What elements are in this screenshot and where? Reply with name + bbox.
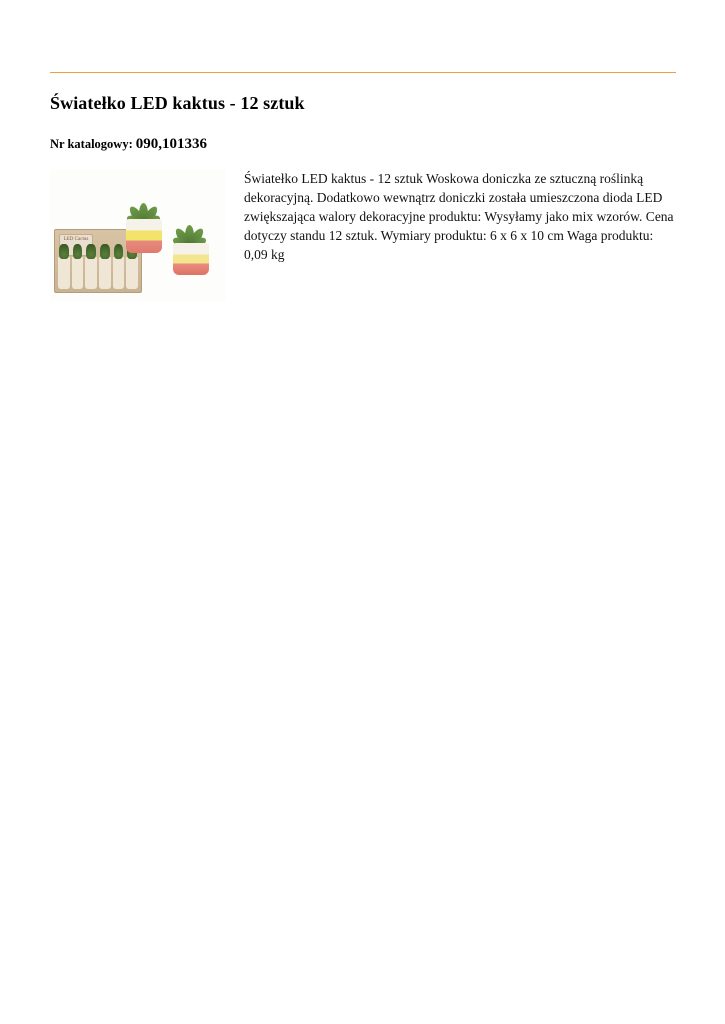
catalog-number-label: Nr katalogowy: bbox=[50, 136, 133, 151]
catalog-number-value: 090,101336 bbox=[135, 135, 208, 152]
catalog-number-line bbox=[50, 135, 676, 153]
page-title: Światełko LED kaktus - 12 sztuk bbox=[50, 93, 305, 113]
mini-pot bbox=[58, 257, 70, 289]
wax-pot bbox=[173, 243, 209, 275]
product-description: Światełko LED kaktus - 12 sztuk Woskowa doniczka ze sztuczną roślinką dekoracyjną. Dodatkowo wewnątrz doniczki została umieszczona dioda LED zwiększająca walory dekoracyjne produktu: Wysyłamy jako mix wzorów. Cena dotyczy standu 12 sztuk. Wymiary produktu: 6 x 6 x 10 cm Waga produktu: 0,09 kg bbox=[244, 170, 674, 263]
mini-pot bbox=[113, 257, 125, 289]
succulent-plant-icon bbox=[173, 211, 207, 247]
mini-pot bbox=[72, 257, 84, 289]
product-image-canvas bbox=[50, 169, 226, 301]
mini-pot bbox=[126, 257, 138, 289]
product-block bbox=[50, 72, 676, 301]
wax-pot bbox=[126, 219, 162, 253]
cactus-pot-side bbox=[168, 213, 214, 275]
mini-pot bbox=[99, 257, 111, 289]
product-image bbox=[50, 169, 226, 301]
mini-pot-row bbox=[58, 257, 138, 289]
header-divider bbox=[50, 72, 676, 73]
cactus-pot-front bbox=[122, 187, 166, 253]
mini-pot bbox=[85, 257, 97, 289]
product-body bbox=[50, 169, 676, 301]
display-box-label: LED Cactus bbox=[59, 234, 93, 256]
